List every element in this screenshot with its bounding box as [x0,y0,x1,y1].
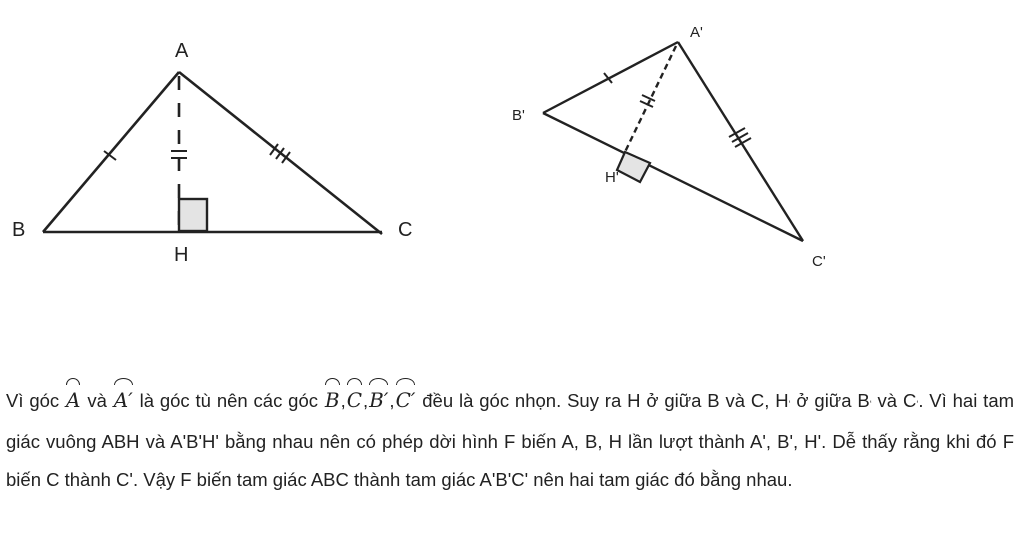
triangle-abc [43,72,382,234]
triangle-a2b2c2 [543,42,803,241]
comma: , [389,390,395,411]
label-b: B [12,219,26,241]
text-segment-4: đều là góc nhọn. Suy ra H ở giữa B và C, H [422,390,789,411]
text-segment-3: là góc tù nên các góc [139,390,319,411]
angle-b-symbol: B [324,381,341,419]
tick-a2h2-2 [640,101,653,107]
side-a2b2 [543,42,678,113]
tiny-mark: ʻ [869,399,872,409]
label-h: H [174,244,189,266]
text-segment-6: và C [877,390,917,411]
right-angle-mark-h [179,199,207,231]
angle-a-prime-symbol: A′ [113,381,134,419]
angle-a-symbol: A [65,381,81,419]
label-b-prime: B' [512,107,525,124]
label-a-prime: A' [690,24,703,41]
label-c-prime: C' [812,253,826,270]
text-segment-2: và [87,390,107,411]
angle-b-prime-symbol: B′ [368,381,389,419]
tiny-mark: ʻ [788,399,791,409]
tiny-mark: ʻ [916,399,919,409]
right-angle-mark-h2 [617,152,650,182]
comma: , [340,390,346,411]
angle-c-symbol: C [346,381,363,419]
text-segment-5: ở giữa B [796,390,870,411]
text-segment-1: Vì góc [6,390,60,411]
side-ab [43,72,179,232]
label-a: A [175,40,189,62]
text-segment-7: . Vì hai tam giác vuông ABH và A'B'H' bằng nhau nên có phép dời hình F biến A, B, H lần lượt thành A', B', H'. Dễ thấy rằng khi đó F biến C thành C'. Vậy F biến tam giác ABC thành tam giác A'B'C' nên hai tam giác đó bằng nhau. [6,390,1015,490]
angle-c-prime-symbol: C′ [395,381,417,419]
solution-paragraph [6,381,1014,499]
label-c: C [398,219,413,241]
label-h-prime: H' [605,169,619,186]
comma: , [363,390,369,411]
